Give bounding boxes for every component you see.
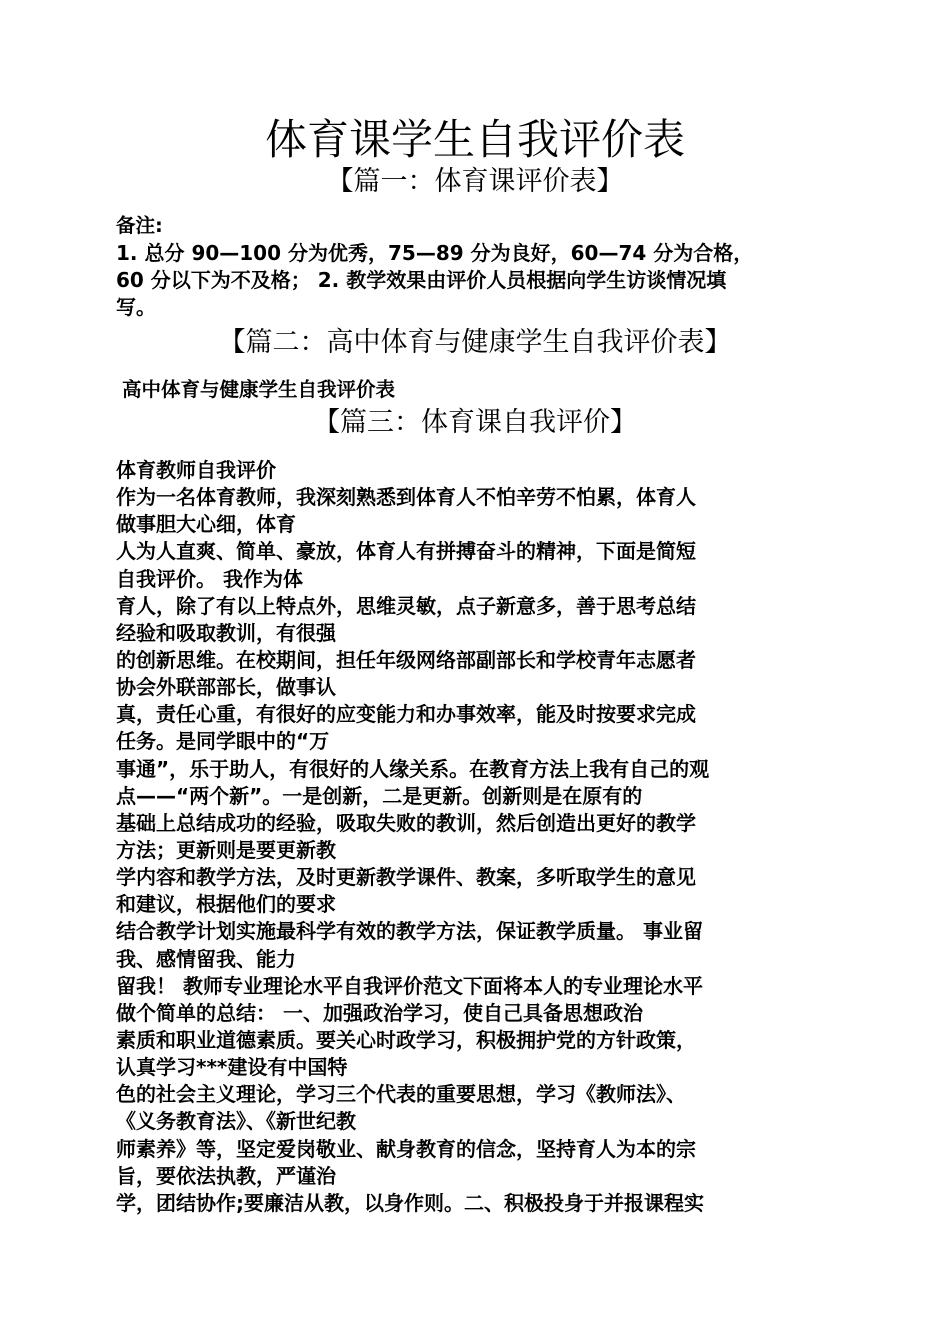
body-text-line: 的创新思维。在校期间，担任年级网络部副部长和学校青年志愿者: [116, 647, 696, 672]
body-text-line: 任务。是同学眼中的“万: [116, 729, 330, 754]
note-block: [116, 240, 840, 321]
body-text-line: 自我评价。 我作为体: [116, 566, 303, 591]
section-heading-2: 【篇二：高中体育与健康学生自我评价表】: [218, 327, 732, 358]
section-2-subtitle: 高中体育与健康学生自我评价表: [122, 378, 396, 401]
body-text-line: 人为人直爽、简单、豪放，体育人有拼搏奋斗的精神，下面是简短: [116, 539, 696, 564]
body-text-line: 留我！ 教师专业理论水平自我评价范文下面将本人的专业理论水平: [116, 973, 703, 998]
note-line: 60 分以下为不及格； 2. 教学效果由评价人员根据向学生访谈情况填: [116, 268, 727, 293]
body-text-line: 事通”，乐于助人，有很好的人缘关系。在教育方法上我有自己的观: [116, 756, 710, 781]
section-3-body: [116, 457, 840, 1217]
body-text-line: 作为一名体育教师，我深刻熟悉到体育人不怕辛劳不怕累，体育人: [116, 485, 696, 510]
body-text-line: 结合教学计划实施最科学有效的教学方法，保证教学质量。 事业留: [116, 919, 703, 944]
body-text-line: 《义务教育法》、《新世纪教: [116, 1109, 356, 1134]
document-title: 体育课学生自我评价表: [264, 115, 685, 164]
body-text-line: 学，团结协作;要廉洁从教，以身作则。二、积极投身于并报课程实: [116, 1190, 704, 1215]
note-label: 备注:: [116, 214, 163, 237]
body-text-line: 素质和职业道德素质。要关心时政学习，积极拥护党的方针政策，: [116, 1027, 696, 1052]
body-text-line: 做个简单的总结： 一、加强政治学习，使自己具备思想政治: [116, 1000, 643, 1025]
body-text-line: 学内容和教学方法，及时更新教学课件、教案，多听取学生的意见: [116, 865, 696, 890]
body-text-line: 经验和吸取教训，有很强: [116, 620, 336, 645]
body-text-line: 基础上总结成功的经验，吸取失败的教训，然后创造出更好的教学: [116, 810, 696, 835]
body-text-line: 色的社会主义理论，学习三个代表的重要思想，学习《教师法》、: [116, 1082, 686, 1107]
body-text-line: 方法；更新则是要更新教: [116, 837, 336, 862]
body-text-line: 真，责任心重，有很好的应变能力和办事效率，能及时按要求完成: [116, 702, 696, 727]
section-heading-1: 【篇一：体育课评价表】: [326, 166, 624, 197]
body-text-line: 认真学习***建设有中国特: [116, 1055, 348, 1080]
body-text-line: 协会外联部部长，做事认: [116, 675, 336, 700]
body-text-line: 育人，除了有以上特点外，思维灵敏，点子新意多，善于思考总结: [116, 593, 696, 618]
note-line: 写。: [116, 295, 156, 320]
body-text-line: 体育教师自我评价: [116, 458, 276, 482]
body-text-line: 旨，要依法执教，严谨治: [116, 1163, 336, 1188]
note-line: 1. 总分 90—100 分为优秀，75—89 分为良好，60—74 分为合格，: [116, 241, 754, 265]
body-text-line: 和建议，根据他们的要求: [116, 892, 336, 917]
body-text-line: 做事胆大心细，体育: [116, 512, 296, 537]
body-text-line: 点——“两个新”。一是创新，二是更新。创新则是在原有的: [116, 783, 643, 808]
body-text-line: 师素养》等，坚定爱岗敬业、献身教育的信念，坚持育人为本的宗: [116, 1136, 696, 1161]
body-text-line: 我、感情留我、能力: [116, 946, 296, 971]
section-heading-3: 【篇三：体育课自我评价】: [313, 407, 637, 438]
